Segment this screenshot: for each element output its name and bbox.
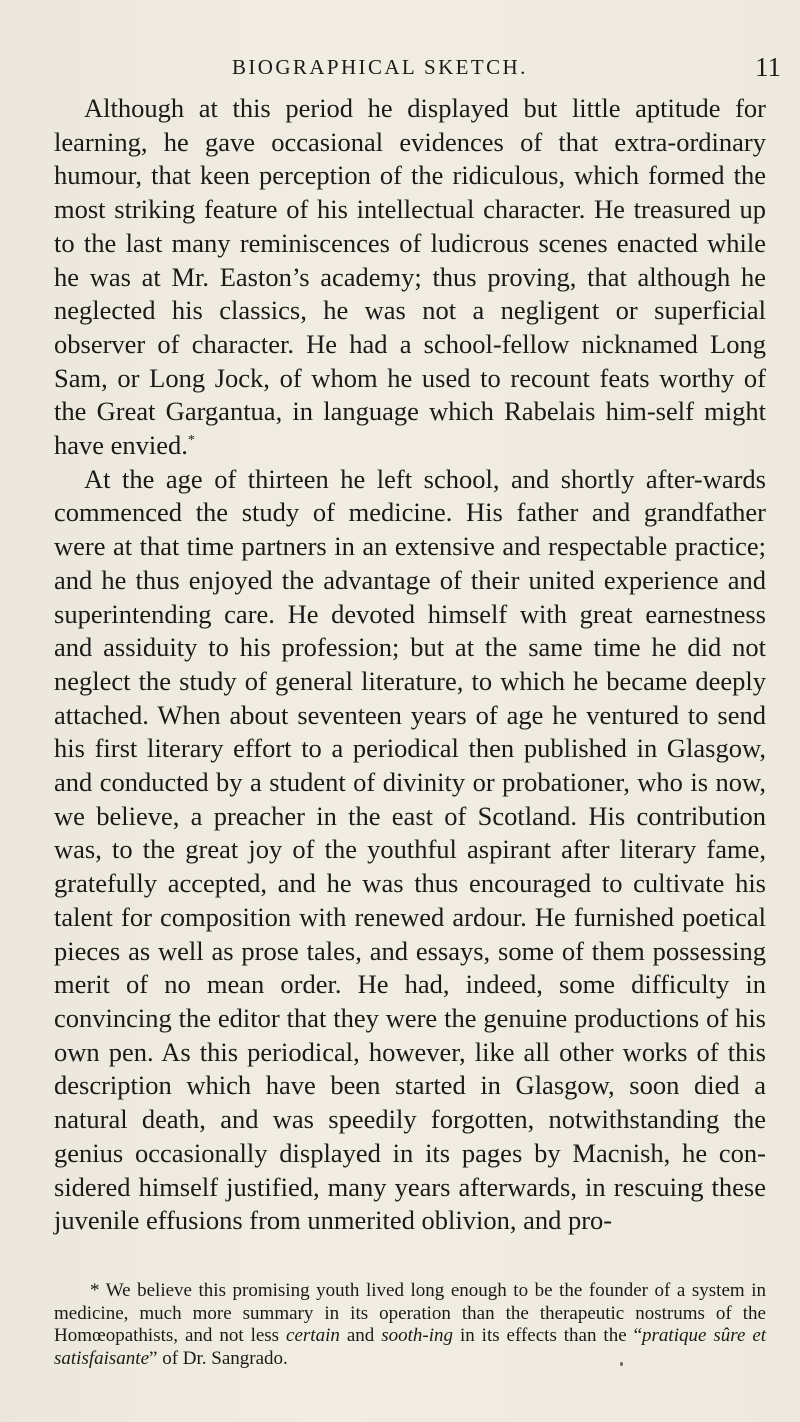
footnote-and: and — [346, 1325, 375, 1347]
running-head — [0, 52, 800, 82]
footnote — [54, 1280, 766, 1370]
paper-speck — [620, 1362, 623, 1366]
running-title: BIOGRAPHICAL SKETCH. — [232, 55, 528, 79]
body-text — [54, 92, 766, 1238]
footnote-reference-marker: * — [187, 433, 195, 449]
footnote-tail: ” of Dr. Sangrado. — [149, 1347, 288, 1369]
paragraph-2: At the age of thirteen he left school, and shortly after-wards commenced the study of medicine. His father and grandfather were at that time partners in an extensive and respectable practice; and he thus enjoyed the advantage of their united experience and superintending care. He devoted himself with great earnestness and assiduity to his profession; but at the same time he did not neglect the study of general literature, to which he became deeply attached. When about seventeen years of age he ventured to send his first literary effort to a periodical then published in Glasgow, and conducted by a student of divinity or probationer, who is now, we believe, a preacher in the east of Scotland. His contribution was, to the great joy of the youthful aspirant after literary fame, gratefully accepted, and he was thus encouraged to cultivate his talent for composition with renewed ardour. He furnished poetical pieces as well as prose tales, and essays, some of them possessing merit of no mean order. He had, indeed, some difficulty in convincing the editor that they were the genuine productions of his own pen. As this periodical, however, like all other works of this description which have been started in Glasgow, soon died a natural death, and was speedily forgotten, notwithstanding the genius occasionally displayed in its pages by Macnish, he con-sidered himself justified, many years afterwards, in rescuing these juvenile effusions from unmerited oblivion, and pro- — [54, 463, 766, 1236]
paragraph-1 — [54, 92, 766, 463]
footnote-lead: * We believe this promising youth lived long enough to be the founder of a system in medicine, much more summary in its operation than the therapeutic nostrums of the Homœopathists, and not less — [54, 1280, 766, 1347]
paragraph-1-text: Although at this period he displayed but little aptitude for learning, he gave occasional evidences of that extra-ordinary humour, that keen perception of the ridiculous, which formed the most striking feature of his intellectual character. He treasured up to the last many reminiscences of ludicrous scenes enacted while he was at Mr. Easton’s academy; thus proving, that although he neglected his classics, he was not a negligent or superficial observer of character. He had a school-fellow nicknamed Long Sam, or Long Jock, of whom he used to recount feats worthy of the Great Gargantua, in language which Rabelais him-self might have envied. — [54, 93, 766, 461]
footnote-italic-pratique: pratique sûre et satisfaisante — [54, 1325, 767, 1369]
page-number: 11 — [755, 52, 781, 82]
footnote-italic-certain: certain — [286, 1325, 340, 1347]
footnote-middle: in its effects than the “ — [459, 1325, 643, 1347]
footnote-italic-soothing: sooth-ing — [381, 1325, 453, 1347]
